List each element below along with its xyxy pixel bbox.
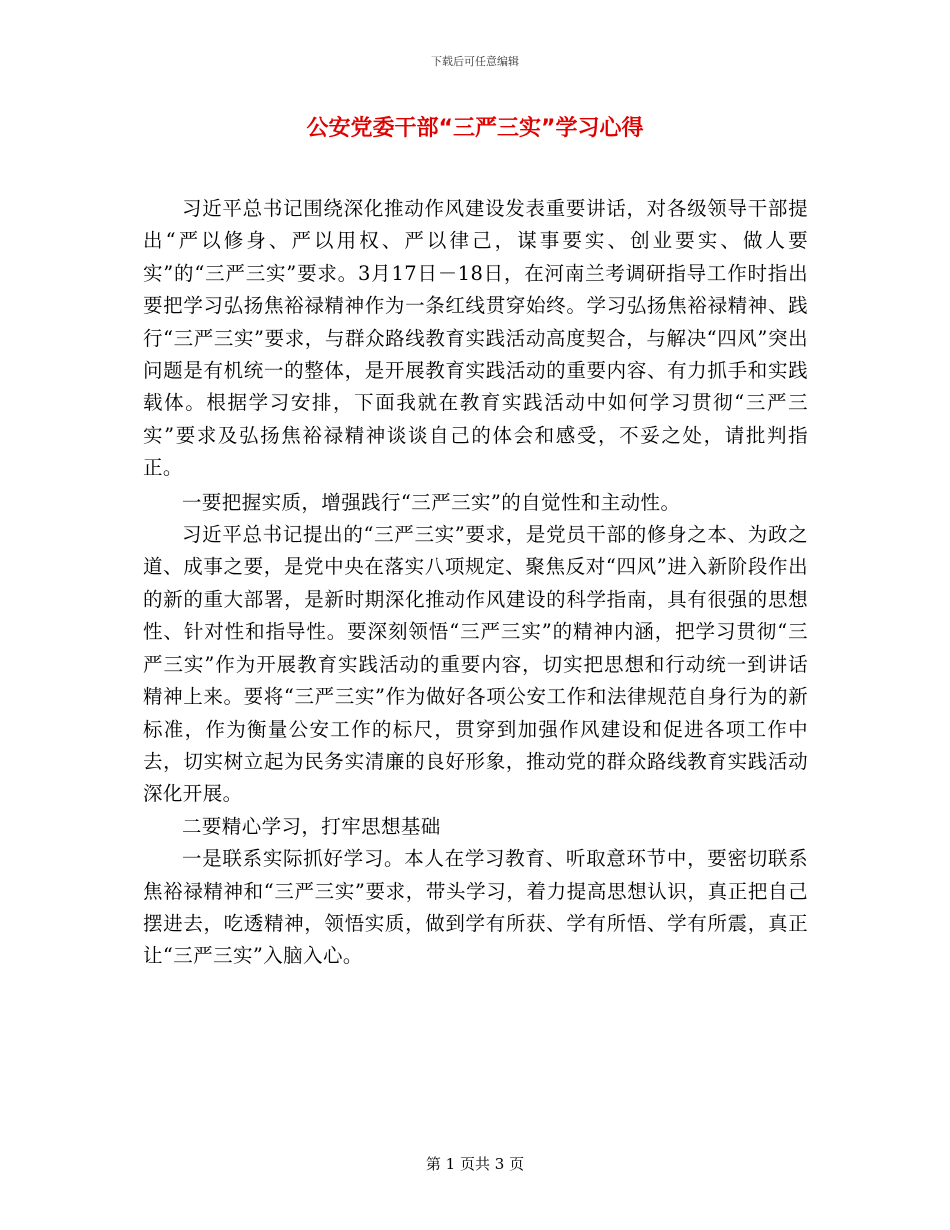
document-body xyxy=(143,193,808,973)
paragraph-section-1-heading: 一要把握实质，增强践行“三严三实”的自觉性和主动性。 xyxy=(182,490,681,514)
paragraph-intro: 习近平总书记围绕深化推动作风建设发表重要讲话，对各级领导干部提出“严以修身、严以用权、严以律己，谋事要实、创业要实、做人要实”的“三严三实”要求。3月17日－18日，在河南兰考调研指导工作时指出要把学习弘扬焦裕禄精神作为一条红线贯穿始终。学习弘扬焦裕禄精神、践行“三严三实”要求，与群众路线教育实践活动高度契合，与解决“四风”突出问题是有机统一的整体，是开展教育实践活动的重要内容、有力抓手和实践载体。根据学习安排，下面我就在教育实践活动中如何学习贯彻“三严三实”要求及弘扬焦裕禄精神谈谈自己的体会和感受，不妥之处，请批判指正。 xyxy=(143,197,808,480)
paragraph-section-1-body: 习近平总书记提出的“三严三实”要求，是党员干部的修身之本、为政之道、成事之要，是党中央在落实八项规定、聚焦反对“四风”进入新阶段作出的新的重大部署，是新时期深化推动作风建设的科学指南，具有很强的思想性、针对性和指导性。要深刻领悟“三严三实”的精神内涵，把学习贯彻“三严三实”作为开展教育实践活动的重要内容，切实把思想和行动统一到讲话精神上来。要将“三严三实”作为做好各项公安工作和法律规范自身行为的新标准，作为衡量公安工作的标尺，贯穿到加强作风建设和促进各项工作中去，切实树立起为民务实清廉的良好形象，推动党的群众路线教育实践活动深化开展。 xyxy=(143,523,808,806)
document-title: 公安党委干部“三严三实”学习心得 xyxy=(306,116,644,141)
page-number: 第 1 页共 3 页 xyxy=(425,1155,525,1173)
paragraph-section-2-body: 一是联系实际抓好学习。本人在学习教育、听取意环节中，要密切联系焦裕禄精神和“三严三实”要求，带头学习，着力提高思想认识，真正把自己摆进去，吃透精神，领悟实质，做到学有所获、学有所悟、学有所震，真正让“三严三实”入脑入心。 xyxy=(143,847,808,968)
paragraph-section-2-heading: 二要精心学习，打牢思想基础 xyxy=(182,814,441,838)
page-header-note: 下载后可任意编辑 xyxy=(431,55,519,68)
